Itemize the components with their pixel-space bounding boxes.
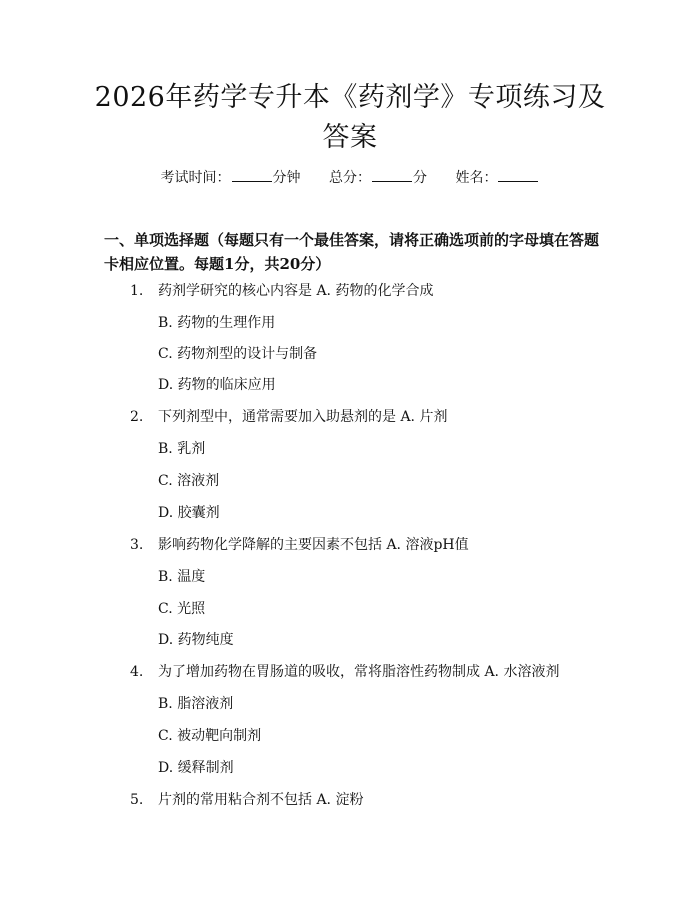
- question-text: 片剂的常用粘合剂不包括 A. 淀粉: [158, 792, 364, 808]
- question-5-stem: [130, 790, 363, 810]
- question-text: 药剂学研究的核心内容是 A. 药物的化学合成: [158, 283, 434, 299]
- exam-time-unit: 分钟: [272, 170, 301, 186]
- question-number: 3.: [130, 537, 144, 553]
- question-2-option-d: D. 胶囊剂: [158, 505, 220, 521]
- question-4-option-d: D. 缓释制剂: [158, 760, 234, 776]
- section-heading: 一、单项选择题（每题只有一个最佳答案，请将正确选项前的字母填在答题卡相应位置。每题1分，共20分）: [104, 231, 600, 273]
- total-score-field: [329, 168, 427, 188]
- student-name-field: [455, 168, 539, 188]
- question-1-option-b: B. 药物的生理作用: [158, 315, 276, 331]
- question-number: 5.: [130, 792, 144, 808]
- exam-time-blank: [232, 168, 272, 182]
- total-score-label: 总分：: [329, 170, 371, 186]
- question-1-option-d: D. 药物的临床应用: [158, 377, 276, 393]
- question-2-stem: [130, 407, 447, 427]
- student-name-label: 姓名：: [455, 170, 498, 186]
- question-3-option-b: B. 温度: [158, 569, 206, 585]
- student-name-blank: [498, 168, 538, 182]
- question-1-option-c: C. 药物剂型的设计与制备: [158, 346, 318, 362]
- question-4-option-b: B. 脂溶液剂: [158, 696, 234, 712]
- question-2-option-c: C. 溶液剂: [158, 473, 220, 489]
- question-3-option-c: C. 光照: [158, 601, 206, 617]
- question-number: 1.: [130, 283, 144, 299]
- question-number: 4.: [130, 664, 144, 680]
- question-text: 为了增加药物在胃肠道的吸收，常将脂溶性药物制成 A. 水溶液剂: [158, 664, 560, 680]
- question-number: 2.: [130, 409, 144, 425]
- exam-time-label: 考试时间：: [160, 170, 231, 186]
- question-text: 影响药物化学降解的主要因素不包括 A. 溶液pH值: [158, 537, 469, 553]
- question-3-option-d: D. 药物纯度: [158, 632, 234, 648]
- question-1-stem: [130, 281, 433, 301]
- question-2-option-b: B. 乳剂: [158, 441, 206, 457]
- exam-time-field: [161, 168, 301, 188]
- total-score-unit: 分: [413, 170, 427, 186]
- question-4-option-c: C. 被动靶向制剂: [158, 728, 262, 744]
- document-title: 2026年药学专升本《药剂学》专项练习及答案: [94, 82, 606, 153]
- exam-info-line: [0, 168, 700, 188]
- question-text: 下列剂型中，通常需要加入助悬剂的是 A. 片剂: [158, 409, 448, 425]
- question-3-stem: [130, 535, 469, 555]
- question-4-stem: [130, 662, 559, 682]
- total-score-blank: [372, 168, 412, 182]
